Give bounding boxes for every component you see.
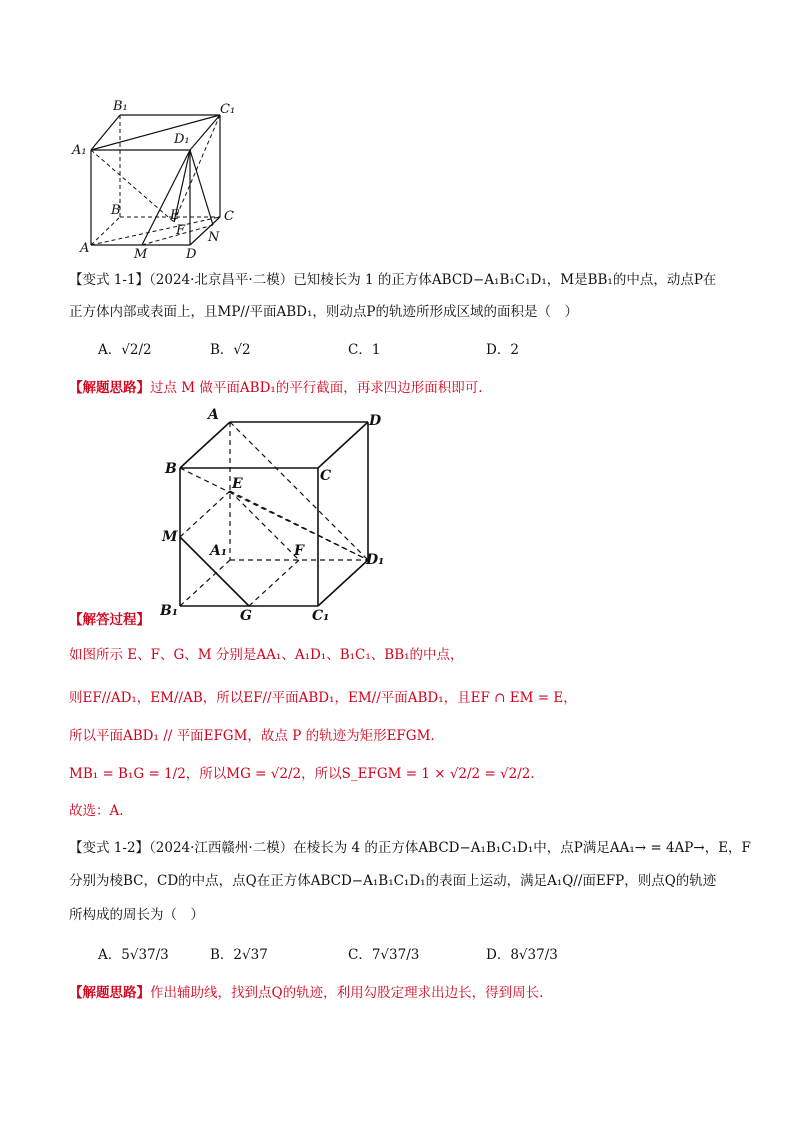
- hint1-text: 过点 M 做平面ABD₁的平行截面，再求四边形面积即可.: [150, 380, 483, 396]
- solution1-answer: 故选：A.: [69, 803, 124, 819]
- label-d1: D₁: [174, 132, 190, 147]
- variant2-text1: 在棱长为 4 的正方体ABCD−A₁B₁C₁D₁中，点P满足AA₁→ = 4AP→，E，F: [293, 840, 751, 856]
- label-c: C: [224, 209, 234, 224]
- variant2-option-a: A．5√37/3: [98, 947, 169, 963]
- variant1-option-a: A．√2/2: [98, 342, 152, 358]
- label2-d1: D₁: [366, 552, 385, 568]
- variant2-line3: 所构成的周长为（ ）: [69, 907, 204, 923]
- hint2-line: [69, 983, 543, 1003]
- label-m: M: [134, 247, 148, 260]
- variant1-line2: 正方体内部或表面上，且MP//平面ABD₁，则动点P的轨迹所形成区域的面积是（ ）: [69, 304, 578, 320]
- variant2-option-c: C．7√37/3: [348, 947, 420, 963]
- variant1-option-c: C．1: [348, 342, 381, 358]
- hint1-label: 【解题思路】: [69, 380, 150, 396]
- solution1-line-4: MB₁ = B₁G = 1/2，所以MG = √2/2，所以S_EFGM = 1 × √2/2 = √2/2.: [69, 766, 535, 782]
- label2-a1: A₁: [210, 543, 227, 559]
- label2-a: A: [208, 407, 219, 423]
- variant2-source: （2024·江西赣州·二模）: [149, 840, 294, 856]
- label-f: F: [176, 223, 186, 238]
- variant1-option-d: D．2: [486, 342, 519, 358]
- label2-f: F: [294, 543, 304, 559]
- variant1-title: 【变式 1-1】: [69, 272, 150, 288]
- label2-d: D: [369, 413, 382, 429]
- variant2-title: 【变式 1-2】: [69, 840, 150, 856]
- label2-b: B: [165, 461, 177, 477]
- label2-c: C: [320, 468, 332, 484]
- label-n: N: [208, 230, 220, 245]
- label-a1: A₁: [72, 143, 87, 158]
- variant2-option-d: D．8√37/3: [486, 947, 558, 963]
- solution1-label: 【解答过程】: [69, 612, 150, 628]
- hint1-line: [69, 378, 483, 398]
- label2-g: G: [240, 608, 252, 624]
- label-d: D: [186, 247, 197, 260]
- variant1-line1: [69, 270, 716, 290]
- variant2-line2: 分别为棱BC，CD的中点，点Q在正方体ABCD−A₁B₁C₁D₁的表面上运动，满足A₁Q//面EFP，则点Q的轨迹: [69, 873, 717, 889]
- variant1-text1: 已知棱长为 1 的正方体ABCD−A₁B₁C₁D₁，M是BB₁的中点，动点P在: [293, 272, 717, 288]
- variant1-source: （2024·北京昌平·二模）: [149, 272, 294, 288]
- label2-b1: B₁: [160, 603, 178, 619]
- label-b1: B₁: [113, 99, 128, 114]
- cube-figure-1: [70, 95, 245, 260]
- hint2-label: 【解题思路】: [69, 985, 150, 1001]
- label-b: B: [111, 203, 121, 218]
- cube-figure-2: [160, 402, 400, 624]
- hint2-text: 作出辅助线，找到点Q的轨迹，利用勾股定理求出边长，得到周长.: [150, 985, 544, 1001]
- label2-e: E: [232, 476, 243, 492]
- label2-c1: C₁: [312, 608, 330, 624]
- variant2-line1: [69, 838, 751, 858]
- solution1-line-3: 所以平面ABD₁ // 平面EFGM，故点 P 的轨迹为矩形EFGM.: [69, 728, 435, 744]
- label-a: A: [80, 241, 90, 256]
- label-e: E: [170, 208, 180, 223]
- label-c1: C₁: [220, 102, 236, 117]
- solution1-line-1: 如图所示 E、F、G、M 分别是AA₁、A₁D₁、B₁C₁、BB₁的中点，: [69, 647, 464, 663]
- variant2-option-b: B．2√37: [210, 947, 268, 963]
- solution1-line-2: 则EF//AD₁，EM//AB，所以EF//平面ABD₁，EM//平面ABD₁，且EF ∩ EM = E，: [69, 690, 577, 706]
- variant1-option-b: B．√2: [210, 342, 251, 358]
- label2-m: M: [162, 529, 178, 545]
